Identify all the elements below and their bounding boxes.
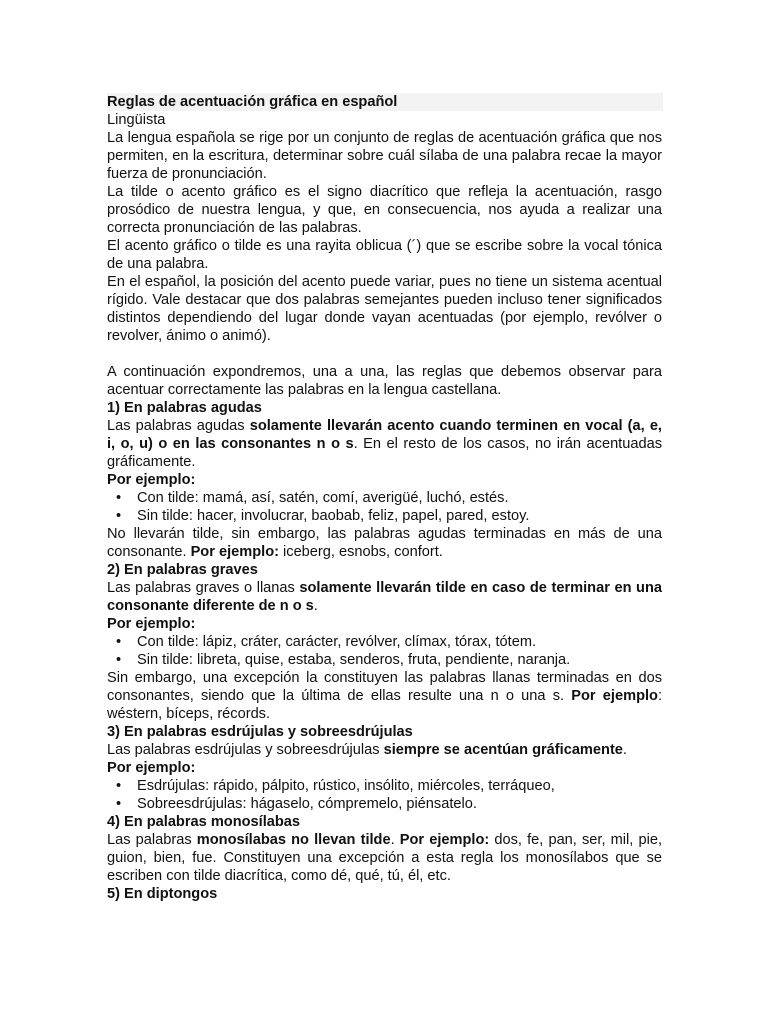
list-item: • Sobreesdrújulas: hágaselo, cómpremelo, piénsatelo. [107, 795, 662, 813]
intro-paragraph-3: El acento gráfico o tilde es una rayita oblicua (´) que se escribe sobre la vocal tónica de una palabra. [107, 238, 662, 272]
example-list-esdrujulas [107, 777, 662, 813]
example-label: Por ejemplo: [107, 616, 196, 632]
intro-paragraph-1: La lengua española se rige por un conjunto de reglas de acentuación gráfica que nos permiten, en la escritura, determinar sobre cuál sílaba de una palabra recae la mayor fuerza de pronunciación. [107, 130, 662, 182]
section-paragraph-esdrujulas: Las palabras esdrújulas y sobreesdrújulas siempre se acentúan gráficamente. [107, 742, 627, 758]
section-paragraph-agudas: Las palabras agudas solamente llevarán acento cuando terminen en vocal (a, e, i, o, u) o en las consonantes n o s. En el resto de los casos, no irán acentuadas gráficamente. [107, 418, 662, 470]
note-paragraph-agudas: No llevarán tilde, sin embargo, las palabras agudas terminadas en más de una consonante. Por ejemplo: iceberg, esnobs, confort. [107, 526, 662, 560]
section-paragraph-monosilabas: Las palabras monosílabas no llevan tilde. Por ejemplo: dos, fe, pan, ser, mil, pie, guion, bien, fue. Constituyen una excepción a esta regla los monosílabos que se escriben con tilde diacrítica, como dé, qué, tú, él, etc. [107, 832, 663, 884]
section-heading-diptongos: 5) En diptongos [107, 886, 218, 902]
intro-paragraph-2: La tilde o acento gráfico es el signo diacrítico que refleja la acentuación, rasgo prosódico de nuestra lengua, y que, en consecuencia, nos ayuda a realizar una correcta pronunciación de las palabras. [107, 184, 662, 236]
example-list-graves [107, 633, 662, 669]
intro-paragraph-4: En el español, la posición del acento puede variar, pues no tiene un sistema acentual rígido. Vale destacar que dos palabras semejantes pueden incluso tener significados distintos dependiendo del lugar donde vayan acentuadas (por ejemplo, revólver o revolver, ánimo o animó). [107, 274, 662, 344]
note-paragraph-graves: Sin embargo, una excepción la constituyen las palabras llanas terminadas en dos consonantes, siendo que la última de ellas resulte una n o una s. Por ejemplo: wéstern, bíceps, récords. [107, 670, 663, 722]
example-label: Por ejemplo: [107, 472, 196, 488]
list-item: • Sin tilde: libreta, quise, estaba, senderos, fruta, pendiente, naranja. [107, 651, 662, 669]
example-list-agudas [107, 489, 662, 525]
list-item: • Con tilde: mamá, así, satén, comí, averigüé, luchó, estés. [107, 489, 662, 507]
section-heading-graves: 2) En palabras graves [107, 562, 258, 578]
document-subtitle: Lingüista [107, 112, 166, 128]
section-heading-agudas: 1) En palabras agudas [107, 400, 262, 416]
section-heading-monosilabas: 4) En palabras monosílabas [107, 814, 301, 830]
section-paragraph-graves: Las palabras graves o llanas solamente llevarán tilde en caso de terminar en una consonante diferente de n o s. [107, 580, 662, 614]
document-title: Reglas de acentuación gráfica en español [107, 93, 663, 111]
example-label: Por ejemplo: [107, 760, 196, 776]
document-body [107, 93, 662, 903]
list-item: • Con tilde: lápiz, cráter, carácter, revólver, clímax, tórax, tótem. [107, 633, 662, 651]
list-item: • Esdrújulas: rápido, pálpito, rústico, insólito, miércoles, terráqueo, [107, 777, 662, 795]
blank-line [107, 345, 662, 363]
section-heading-esdrujulas: 3) En palabras esdrújulas y sobreesdrújulas [107, 724, 413, 740]
list-item: • Sin tilde: hacer, involucrar, baobab, feliz, papel, pared, estoy. [107, 507, 662, 525]
intro-paragraph-5: A continuación expondremos, una a una, las reglas que debemos observar para acentuar correctamente las palabras en la lengua castellana. [107, 364, 662, 398]
